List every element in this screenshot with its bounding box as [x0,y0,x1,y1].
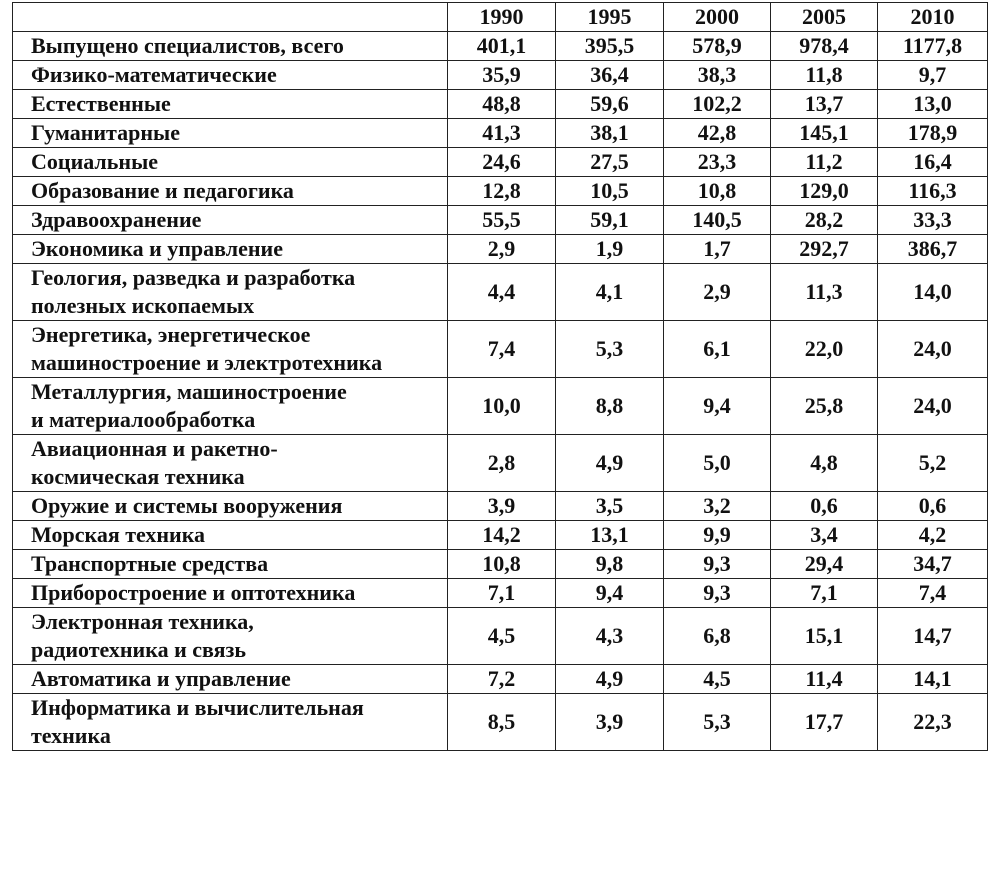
table-row [13,264,988,321]
value-cell: 3,5 [556,492,664,521]
row-label [13,521,448,550]
value-cell: 102,2 [664,90,771,119]
value-cell: 0,6 [878,492,988,521]
year-header: 1995 [556,3,664,32]
value-cell: 15,1 [771,608,878,665]
row-label [13,177,448,206]
value-cell: 4,3 [556,608,664,665]
value-cell: 8,5 [448,694,556,751]
value-cell: 4,5 [664,665,771,694]
row-label-line: Электронная техника, [31,609,254,634]
table-row [13,206,988,235]
row-label-line: Физико-математические [31,62,277,87]
table-row [13,665,988,694]
value-cell: 11,8 [771,61,878,90]
value-cell: 978,4 [771,32,878,61]
value-cell: 7,2 [448,665,556,694]
value-cell: 22,0 [771,321,878,378]
value-cell: 12,8 [448,177,556,206]
row-label [13,148,448,177]
value-cell: 0,6 [771,492,878,521]
value-cell: 140,5 [664,206,771,235]
table-row [13,435,988,492]
row-label-line: Социальные [31,149,159,174]
value-cell: 22,3 [878,694,988,751]
specialists-table [12,2,988,751]
value-cell: 41,3 [448,119,556,148]
value-cell: 9,9 [664,521,771,550]
year-header: 1990 [448,3,556,32]
row-label-line: Образование и педагогика [31,178,294,203]
header-row [13,3,988,32]
row-label-line: Приборостроение и оптотехника [31,580,356,605]
value-cell: 7,4 [878,579,988,608]
value-cell: 9,3 [664,579,771,608]
value-cell: 5,3 [556,321,664,378]
value-cell: 178,9 [878,119,988,148]
value-cell: 28,2 [771,206,878,235]
value-cell: 24,6 [448,148,556,177]
value-cell: 4,8 [771,435,878,492]
value-cell: 29,4 [771,550,878,579]
year-header: 2000 [664,3,771,32]
value-cell: 10,8 [664,177,771,206]
value-cell: 5,0 [664,435,771,492]
row-label-line: техника [31,723,111,748]
value-cell: 578,9 [664,32,771,61]
row-label-line: Гуманитарные [31,120,180,145]
value-cell: 1177,8 [878,32,988,61]
value-cell: 38,3 [664,61,771,90]
value-cell: 1,7 [664,235,771,264]
value-cell: 17,7 [771,694,878,751]
value-cell: 7,1 [448,579,556,608]
value-cell: 7,1 [771,579,878,608]
value-cell: 14,2 [448,521,556,550]
value-cell: 25,8 [771,378,878,435]
value-cell: 4,5 [448,608,556,665]
value-cell: 14,7 [878,608,988,665]
value-cell: 3,2 [664,492,771,521]
row-label-line: радиотехника и связь [31,637,246,662]
row-label-line: машиностроение и электротехника [31,350,383,375]
row-label-line: космическая техника [31,464,245,489]
table-body [13,32,988,751]
value-cell: 48,8 [448,90,556,119]
value-cell: 33,3 [878,206,988,235]
row-label [13,32,448,61]
value-cell: 4,9 [556,435,664,492]
value-cell: 6,1 [664,321,771,378]
row-label-line: Авиационная и ракетно- [31,436,278,461]
value-cell: 5,2 [878,435,988,492]
row-label [13,235,448,264]
year-header: 2010 [878,3,988,32]
row-label [13,550,448,579]
value-cell: 23,3 [664,148,771,177]
value-cell: 14,1 [878,665,988,694]
row-label [13,492,448,521]
value-cell: 24,0 [878,321,988,378]
row-label-line: Металлургия, машиностроение [31,379,347,404]
value-cell: 4,9 [556,665,664,694]
table-row [13,32,988,61]
table-row [13,694,988,751]
value-cell: 9,4 [664,378,771,435]
value-cell: 5,3 [664,694,771,751]
row-label [13,579,448,608]
row-label-line: Естественные [31,91,171,116]
row-label-line: Морская техника [31,522,206,547]
value-cell: 14,0 [878,264,988,321]
value-cell: 13,1 [556,521,664,550]
value-cell: 4,4 [448,264,556,321]
value-cell: 1,9 [556,235,664,264]
value-cell: 55,5 [448,206,556,235]
value-cell: 16,4 [878,148,988,177]
value-cell: 13,0 [878,90,988,119]
value-cell: 11,4 [771,665,878,694]
row-label-line: и материалообработка [31,407,256,432]
value-cell: 3,9 [556,694,664,751]
value-cell: 10,8 [448,550,556,579]
row-label-line: полезных ископаемых [31,293,255,318]
value-cell: 7,4 [448,321,556,378]
value-cell: 8,8 [556,378,664,435]
value-cell: 9,8 [556,550,664,579]
table-row [13,177,988,206]
value-cell: 11,2 [771,148,878,177]
value-cell: 34,7 [878,550,988,579]
row-label-line: Экономика и управление [31,236,283,261]
value-cell: 9,4 [556,579,664,608]
value-cell: 292,7 [771,235,878,264]
row-label [13,264,448,321]
year-header: 2005 [771,3,878,32]
value-cell: 11,3 [771,264,878,321]
row-label [13,206,448,235]
value-cell: 35,9 [448,61,556,90]
value-cell: 13,7 [771,90,878,119]
row-label [13,665,448,694]
row-label-line: Автоматика и управление [31,666,291,691]
row-label-line: Транспортные средства [31,551,269,576]
value-cell: 3,4 [771,521,878,550]
value-cell: 2,8 [448,435,556,492]
value-cell: 401,1 [448,32,556,61]
value-cell: 2,9 [664,264,771,321]
row-label-line: Геология, разведка и разработка [31,265,356,290]
value-cell: 38,1 [556,119,664,148]
table-row [13,550,988,579]
table-row [13,90,988,119]
table-row [13,608,988,665]
row-label-line: Энергетика, энергетическое [31,322,311,347]
value-cell: 116,3 [878,177,988,206]
table-row [13,492,988,521]
table-row [13,235,988,264]
row-label-line: Выпущено специалистов, всего [31,33,344,58]
table-row [13,61,988,90]
row-label-line: Оружие и системы вооружения [31,493,343,518]
table-row [13,119,988,148]
row-label [13,435,448,492]
value-cell: 27,5 [556,148,664,177]
corner-cell [13,3,448,32]
row-label [13,61,448,90]
value-cell: 42,8 [664,119,771,148]
value-cell: 3,9 [448,492,556,521]
value-cell: 6,8 [664,608,771,665]
row-label-line: Информатика и вычислительная [31,695,364,720]
table-row [13,148,988,177]
value-cell: 10,0 [448,378,556,435]
value-cell: 59,1 [556,206,664,235]
value-cell: 59,6 [556,90,664,119]
value-cell: 145,1 [771,119,878,148]
value-cell: 395,5 [556,32,664,61]
value-cell: 24,0 [878,378,988,435]
table-row [13,378,988,435]
value-cell: 129,0 [771,177,878,206]
row-label [13,90,448,119]
value-cell: 2,9 [448,235,556,264]
row-label [13,694,448,751]
row-label [13,119,448,148]
value-cell: 4,2 [878,521,988,550]
value-cell: 9,3 [664,550,771,579]
table-row [13,521,988,550]
row-label [13,321,448,378]
table-row [13,579,988,608]
row-label [13,608,448,665]
value-cell: 4,1 [556,264,664,321]
value-cell: 36,4 [556,61,664,90]
row-label-line: Здравоохранение [31,207,202,232]
row-label [13,378,448,435]
value-cell: 386,7 [878,235,988,264]
value-cell: 10,5 [556,177,664,206]
value-cell: 9,7 [878,61,988,90]
table-row [13,321,988,378]
